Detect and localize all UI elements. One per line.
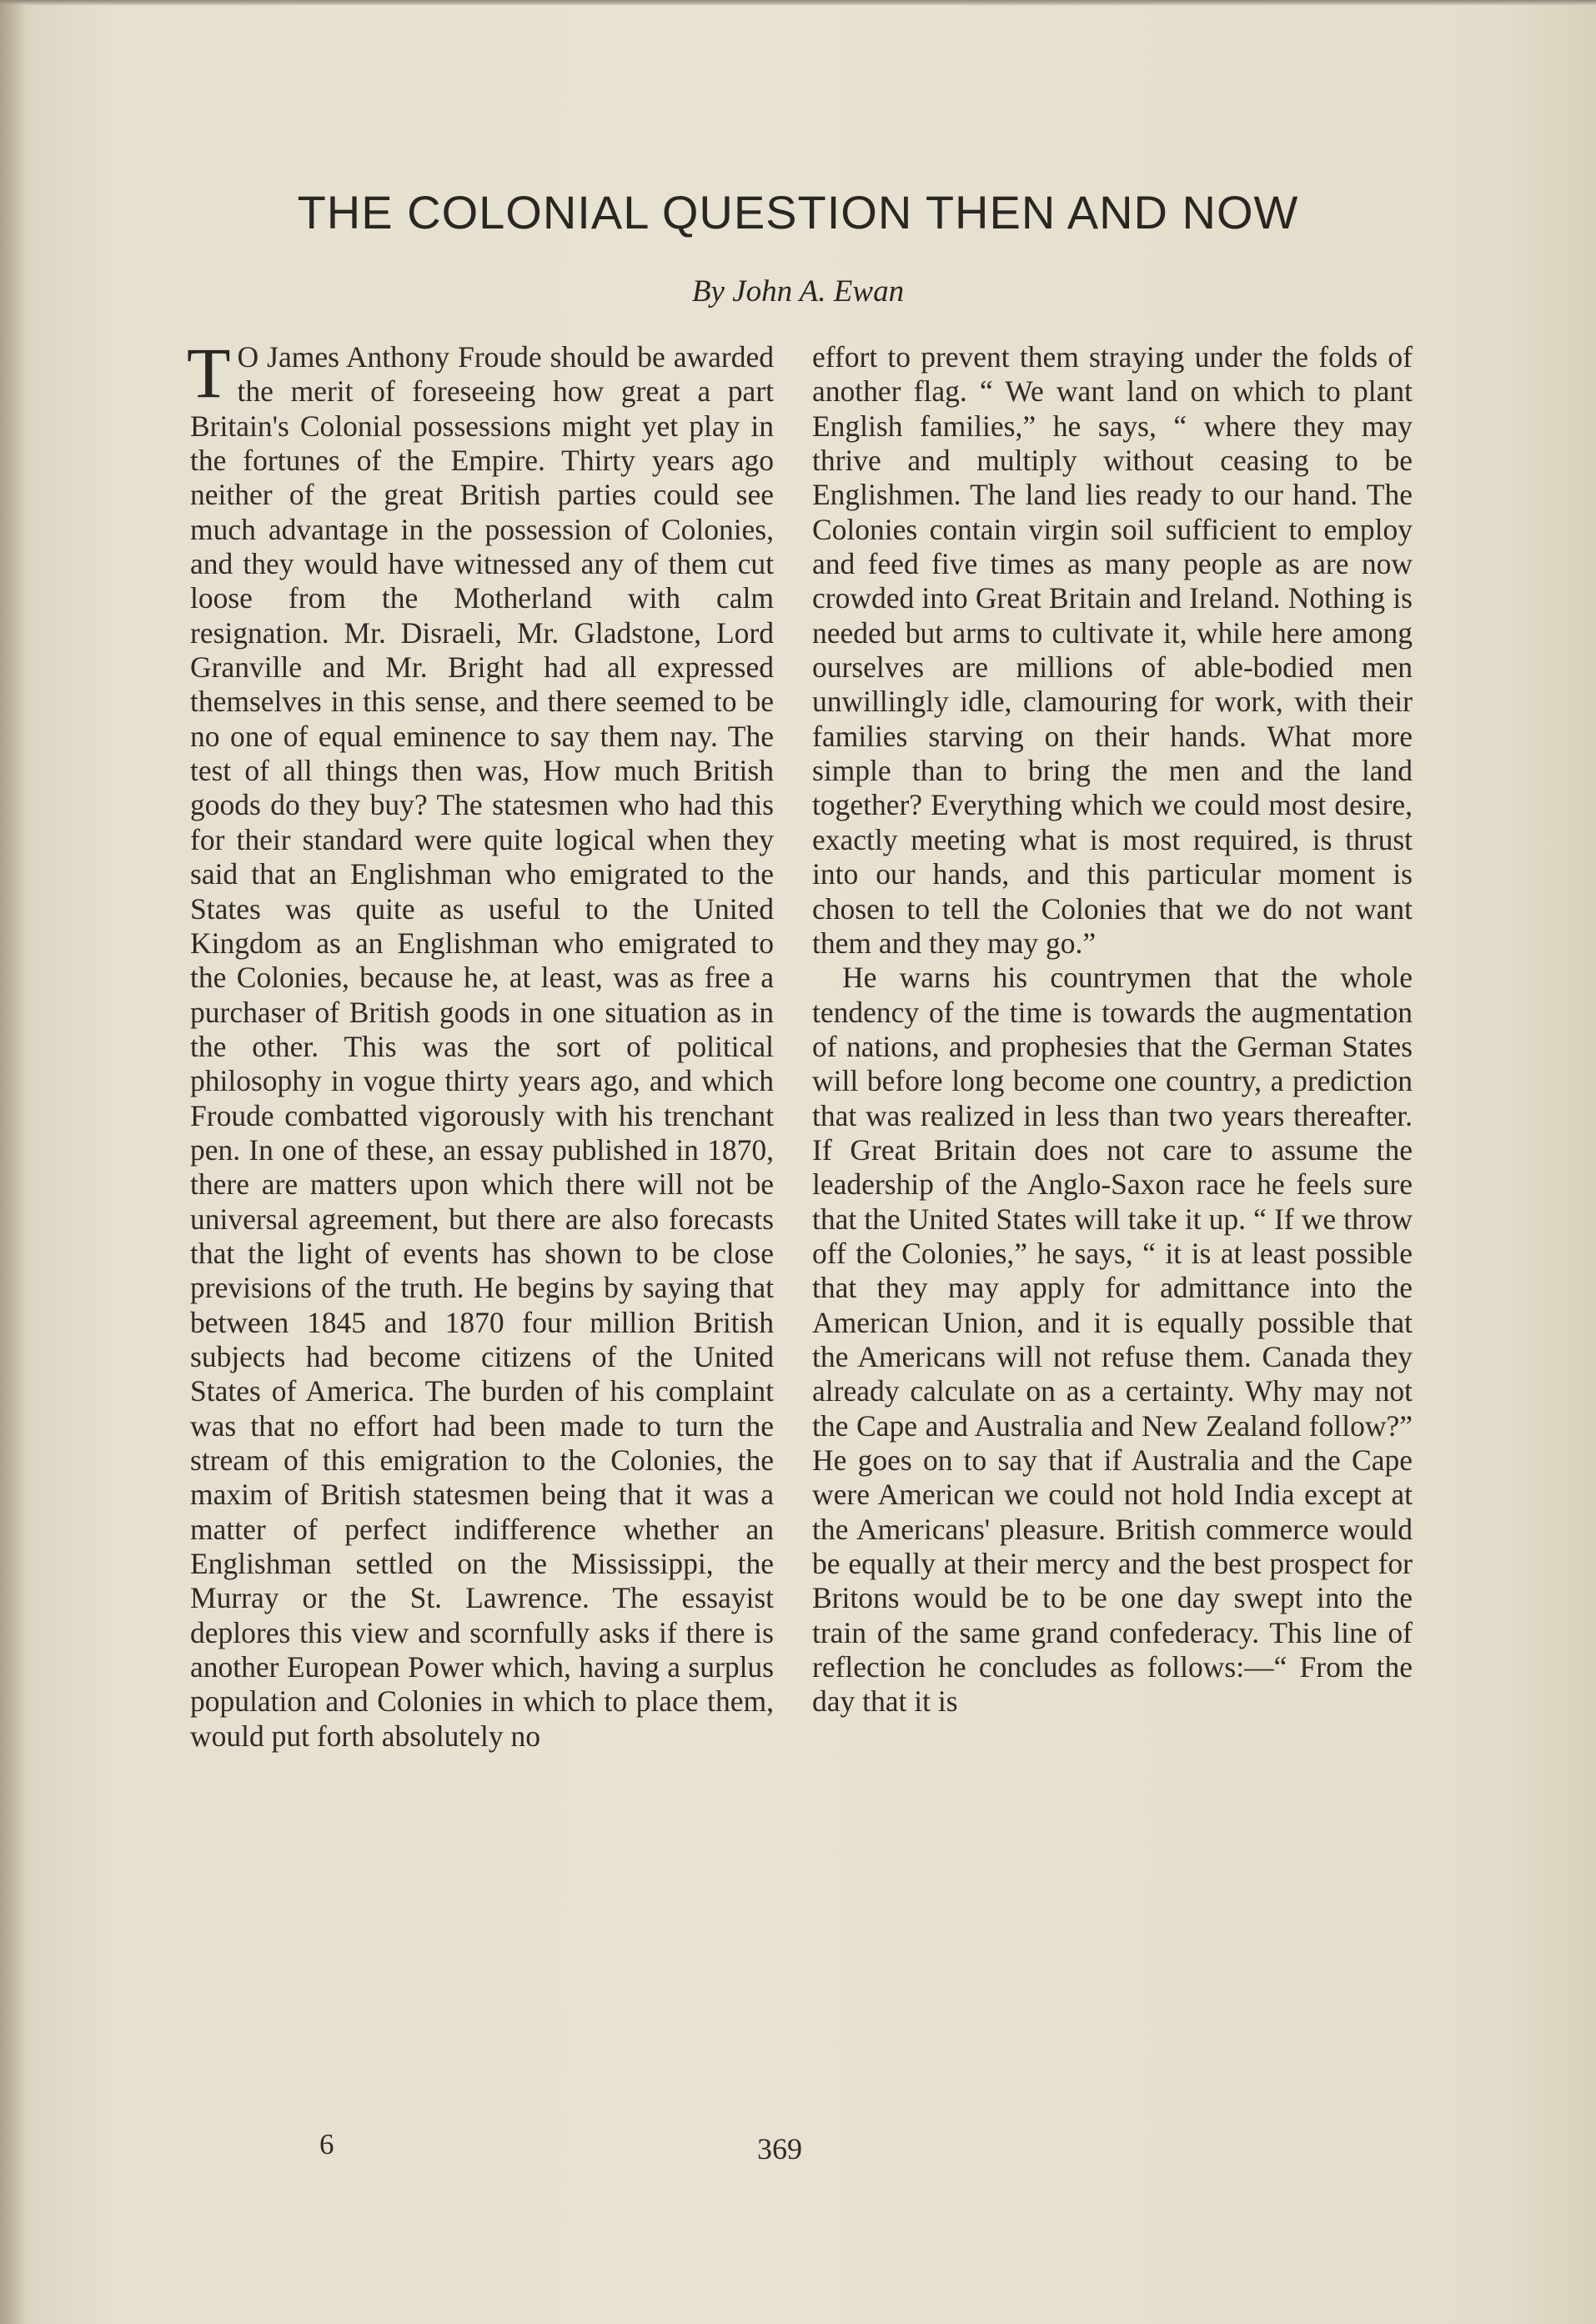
binding-shadow	[0, 0, 25, 2324]
left-column-text: O James Anthony Froude should be awarded the merit of foreseeing how great a part Britain's Colonial possessions might yet play in the fortunes of the Empire. Thirty years ago neither of the great British parties could see much advantage in the possession of Colonies, and they would have witnessed any of them cut loose from the Motherland with calm resignation. Mr. Disraeli, Mr. Gladstone, Lord Granville and Mr. Bright had all expressed themselves in this sense, and there seemed to be no one of equal eminence to say them nay. The test of all things then was, How much British goods do they buy? The statesmen who had this for their standard were quite logical when they said that an Englishman who emigrated to the States was quite as useful to the United Kingdom as an Englishman who emigrated to the Colonies, because he, at least, was as free a purchaser of British goods in one situation as in the other. This was the sort of political philosophy in vogue thirty years ago, and which Froude combatted vigorously with his trenchant pen. In one of these, an essay published in 1870, there are matters upon which there will not be universal agreement, but there are also forecasts that the light of events has shown to be close previsions of the truth. He begins by saying that between 1845 and 1870 four million British subjects had become citizens of the United States of America. The burden of his complaint was that no effort had been made to turn the stream of this emigration to the Colonies, the maxim of British statesmen being that it was a matter of perfect indifference whether an Englishman settled on the Mississippi, the Murray or the St. Lawrence. The essayist deplores this view and scornfully asks if there is another European Power which, having a surplus population and Colonies in which to place them, would put forth absolutely no	[190, 340, 774, 1753]
page-number: 369	[757, 2132, 802, 2166]
drop-cap: T	[187, 333, 231, 413]
page-top-edge	[0, 0, 1596, 5]
signature-mark: 6	[319, 2128, 334, 2161]
article-byline: By John A. Ewan	[691, 274, 905, 309]
left-column	[187, 333, 774, 1754]
right-column	[812, 340, 1413, 1719]
article-title: THE COLONIAL QUESTION THEN AND NOW	[297, 186, 1299, 238]
left-column-paragraph	[187, 333, 774, 1754]
right-column-paragraph-1: effort to prevent them straying under the folds of another flag. “ We want land on which to plant English families,” he says, “ where they may thrive and multiply without ceasing to be Englishmen. The land lies ready to our hand. The Colonies contain virgin soil sufficient to employ and feed five times as many people as are now crowded into Great Britain and Ireland. Nothing is needed but arms to cultivate it, while here among ourselves are millions of able-bodied men unwillingly idle, clamouring for work, with their families starving on their hands. What more simple than to bring the men and the land together? Everything which we could most desire, exactly meeting what is most required, is thrust into our hands, and this particular moment is chosen to tell the Colonies that we do not want them and they may go.”	[812, 340, 1413, 960]
right-column-paragraph-2: He warns his countrymen that the whole tendency of the time is towards the augmentation of nations, and prophesies that the German States will before long become one country, a prediction that was realized in less than two years thereafter. If Great Britain does not care to assume the leadership of the Anglo-Saxon race he feels sure that the United States will take it up. “ If we throw off the Colonies,” he says, “ it is at least possible that they may apply for admittance into the American Union, and it is equally possible that the Americans will not refuse them. Canada they already calculate on as a certainty. Why may not the Cape and Australia and New Zealand follow?” He goes on to say that if Australia and the Cape were American we could not hold India except at the Americans' pleasure. British commerce would be equally at their mercy and the best prospect for Britons would be to be one day swept into the train of the same grand confederacy. This line of reflection he concludes as follows:—“ From the day that it is	[812, 961, 1413, 1719]
